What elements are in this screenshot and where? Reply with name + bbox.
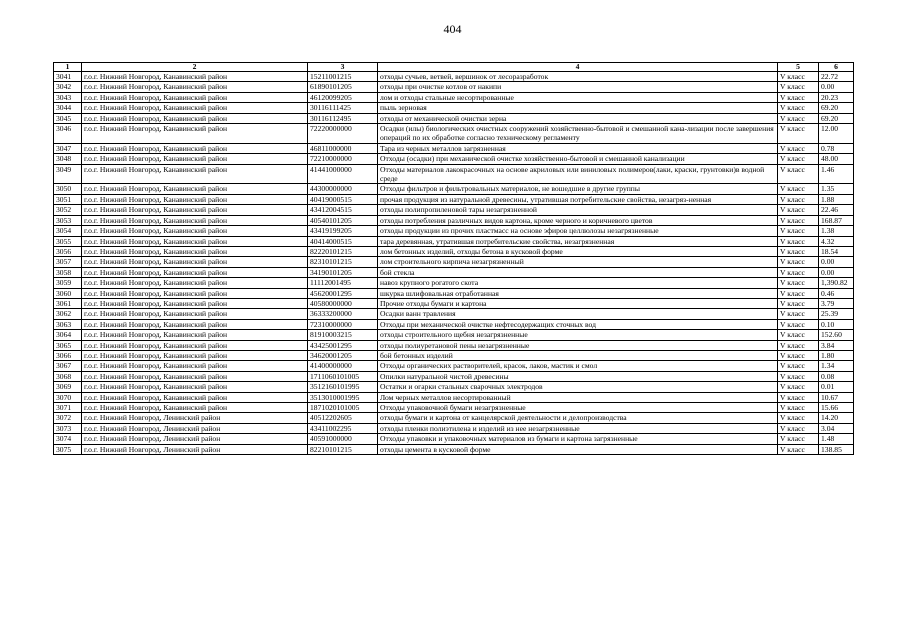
table-body (54, 72, 854, 455)
waste-code-cell: 1711060101005 (308, 371, 378, 381)
hazard-class-cell: V класс (778, 143, 819, 153)
amount-cell: 1.48 (819, 434, 854, 444)
amount-cell: 22.72 (819, 72, 854, 82)
location-cell: г.о.г. Нижний Новгород, Канавинский район (82, 164, 308, 184)
hazard-class-cell: V класс (778, 72, 819, 82)
waste-description-cell: Отходы материалов лакокрасочных на основе акриловых или виниловых полимеров(лаки, краски, грунтовки)в водной среде (378, 164, 778, 184)
row-number-cell: 3060 (54, 288, 82, 298)
amount-cell: 3.04 (819, 423, 854, 433)
hazard-class-cell: V класс (778, 371, 819, 381)
waste-code-cell: 61890101205 (308, 82, 378, 92)
waste-code-cell: 15211001215 (308, 72, 378, 82)
location-cell: г.о.г. Нижний Новгород, Канавинский район (82, 103, 308, 113)
hazard-class-cell: V класс (778, 278, 819, 288)
amount-cell: 0.01 (819, 382, 854, 392)
table-row (54, 92, 854, 102)
waste-description-cell: Тара из черных металлов загрязненная (378, 143, 778, 153)
waste-description-cell: шкурка шлифовальная отработанная (378, 288, 778, 298)
table-row (54, 226, 854, 236)
row-number-cell: 3064 (54, 330, 82, 340)
amount-cell: 10.67 (819, 392, 854, 402)
location-cell: г.о.г. Нижний Новгород, Канавинский район (82, 382, 308, 392)
table-row (54, 434, 854, 444)
waste-description-cell: прочая продукция из натуральной древесины, утратившая потребительские свойства, незагряз-ненная (378, 194, 778, 204)
waste-code-cell: 45620001295 (308, 288, 378, 298)
waste-description-cell: навоз крупного рогатого скота (378, 278, 778, 288)
row-number-cell: 3074 (54, 434, 82, 444)
hazard-class-cell: V класс (778, 392, 819, 402)
table-row (54, 288, 854, 298)
hazard-class-cell: V класс (778, 403, 819, 413)
location-cell: г.о.г. Нижний Новгород, Канавинский район (82, 319, 308, 329)
waste-description-cell: лом строительного кирпича незагрязненный (378, 257, 778, 267)
waste-description-cell: отходы полипропиленовой тары незагрязненной (378, 205, 778, 215)
amount-cell: 69.20 (819, 113, 854, 123)
location-cell: г.о.г. Нижний Новгород, Канавинский район (82, 184, 308, 194)
row-number-cell: 3043 (54, 92, 82, 102)
waste-description-cell: отходы от механической очистки зерна (378, 113, 778, 123)
waste-registry-table (53, 62, 854, 455)
table-row (54, 194, 854, 204)
waste-description-cell: отходы потребления различных видов картона, кроме черного и коричневого цветов (378, 215, 778, 225)
waste-description-cell: Отходы фильтров и фильтровальных материалов, не вошедшие в другие группы (378, 184, 778, 194)
column-header: 4 (378, 63, 778, 72)
amount-cell: 138.85 (819, 444, 854, 454)
location-cell: г.о.г. Нижний Новгород, Канавинский район (82, 143, 308, 153)
hazard-class-cell: V класс (778, 184, 819, 194)
waste-code-cell: 40419000515 (308, 194, 378, 204)
table-row (54, 103, 854, 113)
waste-description-cell: Остатки и огарки стальных сварочных электродов (378, 382, 778, 392)
amount-cell: 1.34 (819, 361, 854, 371)
row-number-cell: 3057 (54, 257, 82, 267)
table-row (54, 154, 854, 164)
amount-cell: 4.32 (819, 236, 854, 246)
hazard-class-cell: V класс (778, 236, 819, 246)
hazard-class-cell: V класс (778, 82, 819, 92)
hazard-class-cell: V класс (778, 226, 819, 236)
waste-description-cell: бой бетонных изделий (378, 350, 778, 360)
table-row (54, 143, 854, 153)
hazard-class-cell: V класс (778, 154, 819, 164)
row-number-cell: 3061 (54, 298, 82, 308)
waste-description-cell: Отходы при механической очистке нефтесодержащих сточных вод (378, 319, 778, 329)
location-cell: г.о.г. Нижний Новгород, Канавинский район (82, 309, 308, 319)
location-cell: г.о.г. Нижний Новгород, Ленинский район (82, 423, 308, 433)
table-row (54, 309, 854, 319)
waste-code-cell: 34190101205 (308, 267, 378, 277)
row-number-cell: 3044 (54, 103, 82, 113)
waste-description-cell: отходы пленки полиэтилена и изделий из нее незагрязненные (378, 423, 778, 433)
table-header-row (54, 63, 854, 72)
waste-code-cell: 72210000000 (308, 154, 378, 164)
row-number-cell: 3068 (54, 371, 82, 381)
table-row (54, 184, 854, 194)
waste-description-cell: Отходы упаковки и упаковочных материалов из бумаги и картона загрязненные (378, 434, 778, 444)
table-row (54, 164, 854, 184)
hazard-class-cell: V класс (778, 350, 819, 360)
hazard-class-cell: V класс (778, 288, 819, 298)
location-cell: г.о.г. Нижний Новгород, Канавинский район (82, 278, 308, 288)
table-row (54, 423, 854, 433)
waste-description-cell: отходы продукции из прочих пластмасс на основе эфиров целлюлозы незагрязненные (378, 226, 778, 236)
amount-cell: 1.35 (819, 184, 854, 194)
table-row (54, 403, 854, 413)
amount-cell: 69.20 (819, 103, 854, 113)
waste-description-cell: Осадки (илы) биологических очистных сооружений хозяйственно-бытовой и смешанной кана-лизации после завершения операций по их обработке согласно техническому регламенту (378, 124, 778, 144)
waste-code-cell: 82210101215 (308, 444, 378, 454)
waste-code-cell: 43425001295 (308, 340, 378, 350)
table-row (54, 82, 854, 92)
location-cell: г.о.г. Нижний Новгород, Канавинский район (82, 288, 308, 298)
hazard-class-cell: V класс (778, 92, 819, 102)
row-number-cell: 3041 (54, 72, 82, 82)
row-number-cell: 3053 (54, 215, 82, 225)
row-number-cell: 3050 (54, 184, 82, 194)
waste-description-cell: Отходы органических растворителей, красок, лаков, мастик и смол (378, 361, 778, 371)
amount-cell: 25.39 (819, 309, 854, 319)
table-row (54, 382, 854, 392)
table-row (54, 72, 854, 82)
amount-cell: 0.46 (819, 288, 854, 298)
row-number-cell: 3055 (54, 236, 82, 246)
amount-cell: 3.84 (819, 340, 854, 350)
hazard-class-cell: V класс (778, 413, 819, 423)
location-cell: г.о.г. Нижний Новгород, Канавинский район (82, 257, 308, 267)
row-number-cell: 3045 (54, 113, 82, 123)
waste-description-cell: Прочие отходы бумаги и картона (378, 298, 778, 308)
location-cell: г.о.г. Нижний Новгород, Ленинский район (82, 434, 308, 444)
location-cell: г.о.г. Нижний Новгород, Канавинский район (82, 236, 308, 246)
hazard-class-cell: V класс (778, 309, 819, 319)
table-row (54, 257, 854, 267)
location-cell: г.о.г. Нижний Новгород, Канавинский район (82, 82, 308, 92)
waste-code-cell: 36333200000 (308, 309, 378, 319)
hazard-class-cell: V класс (778, 103, 819, 113)
waste-code-cell: 1871020101005 (308, 403, 378, 413)
hazard-class-cell: V класс (778, 164, 819, 184)
row-number-cell: 3069 (54, 382, 82, 392)
table-row (54, 392, 854, 402)
location-cell: г.о.г. Нижний Новгород, Канавинский район (82, 215, 308, 225)
waste-code-cell: 11112001495 (308, 278, 378, 288)
amount-cell: 0.10 (819, 319, 854, 329)
waste-code-cell: 34620001205 (308, 350, 378, 360)
location-cell: г.о.г. Нижний Новгород, Канавинский район (82, 205, 308, 215)
column-header: 3 (308, 63, 378, 72)
waste-code-cell: 40414000515 (308, 236, 378, 246)
table-row (54, 444, 854, 454)
waste-code-cell: 81910003215 (308, 330, 378, 340)
amount-cell: 1.88 (819, 194, 854, 204)
waste-code-cell: 40512202605 (308, 413, 378, 423)
hazard-class-cell: V класс (778, 330, 819, 340)
amount-cell: 14.20 (819, 413, 854, 423)
location-cell: г.о.г. Нижний Новгород, Канавинский район (82, 371, 308, 381)
row-number-cell: 3071 (54, 403, 82, 413)
table-row (54, 413, 854, 423)
amount-cell: 48.00 (819, 154, 854, 164)
location-cell: г.о.г. Нижний Новгород, Ленинский район (82, 444, 308, 454)
amount-cell: 18.54 (819, 246, 854, 256)
row-number-cell: 3056 (54, 246, 82, 256)
location-cell: г.о.г. Нижний Новгород, Канавинский район (82, 246, 308, 256)
waste-code-cell: 43412004515 (308, 205, 378, 215)
waste-description-cell: отходы бумаги и картона от канцелярской деятельности и делопроизводства (378, 413, 778, 423)
amount-cell: 3.79 (819, 298, 854, 308)
location-cell: г.о.г. Нижний Новгород, Канавинский район (82, 194, 308, 204)
waste-description-cell: отходы полиуретановой пены незагрязненные (378, 340, 778, 350)
waste-description-cell: бой стекла (378, 267, 778, 277)
hazard-class-cell: V класс (778, 113, 819, 123)
hazard-class-cell: V класс (778, 205, 819, 215)
waste-description-cell: отходы при очистке котлов от накипи (378, 82, 778, 92)
location-cell: г.о.г. Нижний Новгород, Канавинский район (82, 226, 308, 236)
column-header: 1 (54, 63, 82, 72)
amount-cell: 1.46 (819, 164, 854, 184)
waste-code-cell: 44300000000 (308, 184, 378, 194)
location-cell: г.о.г. Нижний Новгород, Канавинский район (82, 298, 308, 308)
waste-code-cell: 40540101205 (308, 215, 378, 225)
row-number-cell: 3067 (54, 361, 82, 371)
waste-code-cell: 72310000000 (308, 319, 378, 329)
location-cell: г.о.г. Нижний Новгород, Канавинский район (82, 330, 308, 340)
waste-code-cell: 40591000000 (308, 434, 378, 444)
row-number-cell: 3059 (54, 278, 82, 288)
amount-cell: 0.00 (819, 267, 854, 277)
amount-cell: 1,390.82 (819, 278, 854, 288)
hazard-class-cell: V класс (778, 319, 819, 329)
hazard-class-cell: V класс (778, 124, 819, 144)
row-number-cell: 3048 (54, 154, 82, 164)
table-row (54, 319, 854, 329)
waste-code-cell: 3513010001995 (308, 392, 378, 402)
waste-description-cell: лом бетонных изделий, отходы бетона в кусковой форме (378, 246, 778, 256)
row-number-cell: 3075 (54, 444, 82, 454)
waste-description-cell: отходы строительного щебня незагрязненные (378, 330, 778, 340)
hazard-class-cell: V класс (778, 382, 819, 392)
waste-code-cell: 72220000000 (308, 124, 378, 144)
hazard-class-cell: V класс (778, 267, 819, 277)
hazard-class-cell: V класс (778, 444, 819, 454)
waste-description-cell: пыль зерновая (378, 103, 778, 113)
hazard-class-cell: V класс (778, 340, 819, 350)
waste-description-cell: Отходы (осадки) при механической очистке хозяйственно-бытовой и смешанной канализации (378, 154, 778, 164)
location-cell: г.о.г. Нижний Новгород, Канавинский район (82, 350, 308, 360)
hazard-class-cell: V класс (778, 298, 819, 308)
waste-code-cell: 41400000000 (308, 361, 378, 371)
table-row (54, 298, 854, 308)
row-number-cell: 3046 (54, 124, 82, 144)
table-row (54, 278, 854, 288)
waste-code-cell: 46811000000 (308, 143, 378, 153)
waste-description-cell: лом и отходы стальные несортированные (378, 92, 778, 102)
waste-description-cell: Осадки ванн травления (378, 309, 778, 319)
location-cell: г.о.г. Нижний Новгород, Канавинский район (82, 403, 308, 413)
amount-cell: 1.80 (819, 350, 854, 360)
amount-cell: 15.66 (819, 403, 854, 413)
hazard-class-cell: V класс (778, 194, 819, 204)
location-cell: г.о.г. Нижний Новгород, Канавинский район (82, 392, 308, 402)
location-cell: г.о.г. Нижний Новгород, Канавинский район (82, 72, 308, 82)
waste-code-cell: 3512160101995 (308, 382, 378, 392)
waste-code-cell: 82310101215 (308, 257, 378, 267)
location-cell: г.о.г. Нижний Новгород, Канавинский район (82, 340, 308, 350)
amount-cell: 0.08 (819, 371, 854, 381)
location-cell: г.о.г. Нижний Новгород, Ленинский район (82, 413, 308, 423)
waste-code-cell: 30116111425 (308, 103, 378, 113)
waste-description-cell: Отходы упаковочной бумаги незагрязненные (378, 403, 778, 413)
row-number-cell: 3073 (54, 423, 82, 433)
table-row (54, 267, 854, 277)
row-number-cell: 3042 (54, 82, 82, 92)
row-number-cell: 3065 (54, 340, 82, 350)
waste-code-cell: 40580000000 (308, 298, 378, 308)
row-number-cell: 3052 (54, 205, 82, 215)
table-row (54, 246, 854, 256)
row-number-cell: 3063 (54, 319, 82, 329)
hazard-class-cell: V класс (778, 434, 819, 444)
waste-code-cell: 30116112495 (308, 113, 378, 123)
table-row (54, 124, 854, 144)
amount-cell: 20.23 (819, 92, 854, 102)
table-row (54, 330, 854, 340)
table-row (54, 205, 854, 215)
amount-cell: 22.46 (819, 205, 854, 215)
waste-description-cell: Опилки натуральной чистой древесины (378, 371, 778, 381)
waste-code-cell: 43411002295 (308, 423, 378, 433)
row-number-cell: 3049 (54, 164, 82, 184)
waste-description-cell: отходы цемента в кусковой форме (378, 444, 778, 454)
table-row (54, 350, 854, 360)
amount-cell: 0.78 (819, 143, 854, 153)
row-number-cell: 3051 (54, 194, 82, 204)
column-header: 5 (778, 63, 819, 72)
row-number-cell: 3062 (54, 309, 82, 319)
hazard-class-cell: V класс (778, 215, 819, 225)
amount-cell: 0.00 (819, 82, 854, 92)
row-number-cell: 3072 (54, 413, 82, 423)
location-cell: г.о.г. Нижний Новгород, Канавинский район (82, 124, 308, 144)
hazard-class-cell: V класс (778, 361, 819, 371)
waste-description-cell: отходы сучьев, ветвей, вершинок от лесоразработок (378, 72, 778, 82)
table-row (54, 340, 854, 350)
waste-description-cell: тара деревянная, утратившая потребительские свойства, незагрязненная (378, 236, 778, 246)
amount-cell: 168.87 (819, 215, 854, 225)
hazard-class-cell: V класс (778, 246, 819, 256)
row-number-cell: 3054 (54, 226, 82, 236)
waste-code-cell: 82220101215 (308, 246, 378, 256)
amount-cell: 152.60 (819, 330, 854, 340)
amount-cell: 1.38 (819, 226, 854, 236)
row-number-cell: 3058 (54, 267, 82, 277)
waste-code-cell: 41441000000 (308, 164, 378, 184)
waste-code-cell: 46120099205 (308, 92, 378, 102)
column-header: 2 (82, 63, 308, 72)
table-row (54, 371, 854, 381)
row-number-cell: 3066 (54, 350, 82, 360)
page-number: 404 (443, 22, 462, 36)
location-cell: г.о.г. Нижний Новгород, Канавинский район (82, 361, 308, 371)
amount-cell: 0.00 (819, 257, 854, 267)
row-number-cell: 3070 (54, 392, 82, 402)
hazard-class-cell: V класс (778, 257, 819, 267)
column-header: 6 (819, 63, 854, 72)
location-cell: г.о.г. Нижний Новгород, Канавинский район (82, 92, 308, 102)
location-cell: г.о.г. Нижний Новгород, Канавинский район (82, 113, 308, 123)
location-cell: г.о.г. Нижний Новгород, Канавинский район (82, 154, 308, 164)
amount-cell: 12.00 (819, 124, 854, 144)
hazard-class-cell: V класс (778, 423, 819, 433)
location-cell: г.о.г. Нижний Новгород, Канавинский район (82, 267, 308, 277)
table-row (54, 113, 854, 123)
table-row (54, 361, 854, 371)
table-row (54, 215, 854, 225)
table-row (54, 236, 854, 246)
waste-code-cell: 43419199205 (308, 226, 378, 236)
waste-description-cell: Лом черных металлов несортированный (378, 392, 778, 402)
row-number-cell: 3047 (54, 143, 82, 153)
